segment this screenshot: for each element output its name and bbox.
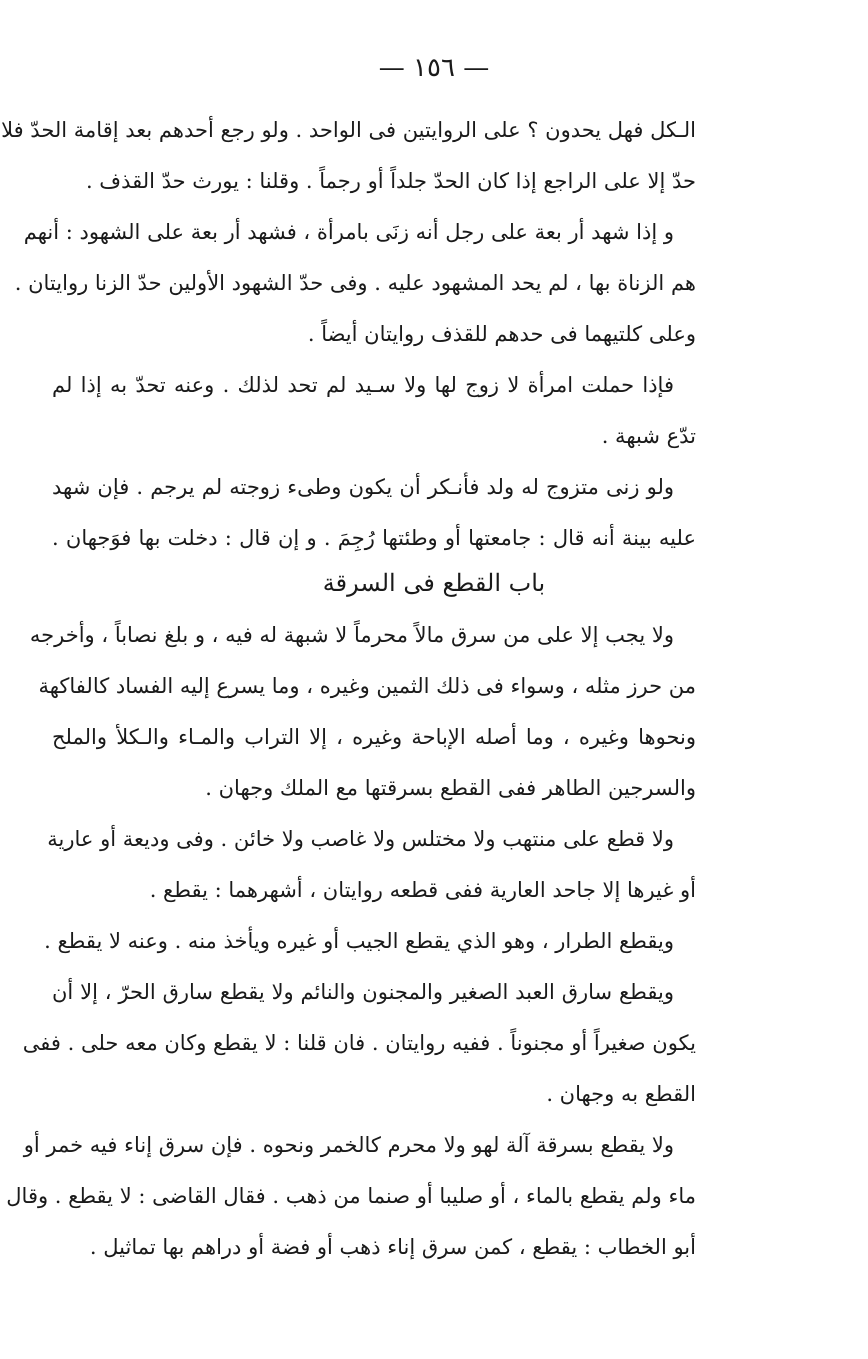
- text-line: ويقطع سارق العبد الصغير والمجنون والنائم ولا يقطع سارق الحرّ ، إلا أن: [52, 980, 674, 1004]
- text-line: والسرجين الطاهر ففى القطع بسرقتها مع الملك وجهان .: [205, 776, 696, 800]
- text-line: أبو الخطاب : يقطع ، كمن سرق إناء ذهب أو فضة أو دراهم بها تماثيل .: [89, 1235, 696, 1259]
- text-line: أو غيرها إلا جاحد العارية ففى قطعه روايتان ، أشهرهما : يقطع .: [149, 878, 696, 902]
- text-line: يكون صغيراً أو مجنوناً . ففيه روايتان . فان قلنا : لا يقطع وكان معه حلى . ففى: [22, 1031, 696, 1055]
- text-block-after-heading: [6, 610, 696, 1273]
- text-line: ويقطع الطرار ، وهو الذي يقطع الجيب أو غيره ويأخذ منه . وعنه لا يقطع .: [44, 929, 674, 953]
- text-line: القطع به وجهان .: [546, 1082, 696, 1106]
- text-line: عليه بينة أنه قال : جامعتها أو وطئتها رُجِمَ . و إن قال : دخلت بها فوَجهان .: [52, 526, 696, 550]
- text-line: حدّ إلا على الراجع إذا كان الحدّ جلداً أو رجماً . وقلنا : يورث حدّ القذف .: [85, 169, 696, 193]
- text-line: فإذا حملت امرأة لا زوج لها ولا سـيد لم تحد لذلك . وعنه تحدّ به إذا لم: [52, 373, 674, 397]
- text-block-before-heading: [1, 105, 696, 564]
- page-number: — ١٥٦ —: [378, 53, 490, 83]
- text-line: ولو زنى متزوج له ولد فأنـكر أن يكون وطىء زوجته لم يرجم . فإن شهد: [52, 475, 674, 499]
- text-line: الـكل فهل يحدون ؟ على الروايتين فى الواحد . ولو رجع أحدهم بعد إقامة الحدّ فلا: [1, 118, 696, 142]
- text-line: ولا يقطع بسرقة آلة لهو ولا محرم كالخمر ونحوه . فإن سرق إناء فيه خمر أو: [23, 1133, 674, 1157]
- text-line: تدّع شبهة .: [601, 424, 696, 448]
- text-line: ولا قطع على منتهب ولا مختلس ولا غاصب ولا خائن . وفى وديعة أو عارية: [47, 827, 674, 851]
- text-line: من حرز مثله ، وسواء فى ذلك الثمين وغيره ، وما يسرع إليه الفساد كالفاكهة: [38, 674, 696, 698]
- section-heading: باب القطع فى السرقة: [322, 569, 546, 597]
- text-line: ماء ولم يقطع بالماء ، أو صليبا أو صنما من ذهب . فقال القاضى : لا يقطع . وقال: [6, 1184, 696, 1208]
- text-line: وعلى كلتيهما فى حدهم للقذف روايتان أيضاً .: [307, 322, 696, 346]
- text-line: و إذا شهد أر بعة على رجل أنه زنَى بامرأة ، فشهد أر بعة على الشهود : أنهم: [23, 220, 674, 244]
- text-line: ونحوها وغيره ، وما أصله الإباحة وغيره ، إلا التراب والمـاء والـكلأ والملح: [52, 725, 696, 749]
- text-line: هم الزناة بها ، لم يحد المشهود عليه . وفى حدّ الشهود الأولين حدّ الزنا روايتان .: [14, 271, 696, 295]
- text-line: ولا يجب إلا على من سرق مالاً محرماً لا شبهة له فيه ، و بلغ نصاباً ، وأخرجه: [29, 623, 674, 647]
